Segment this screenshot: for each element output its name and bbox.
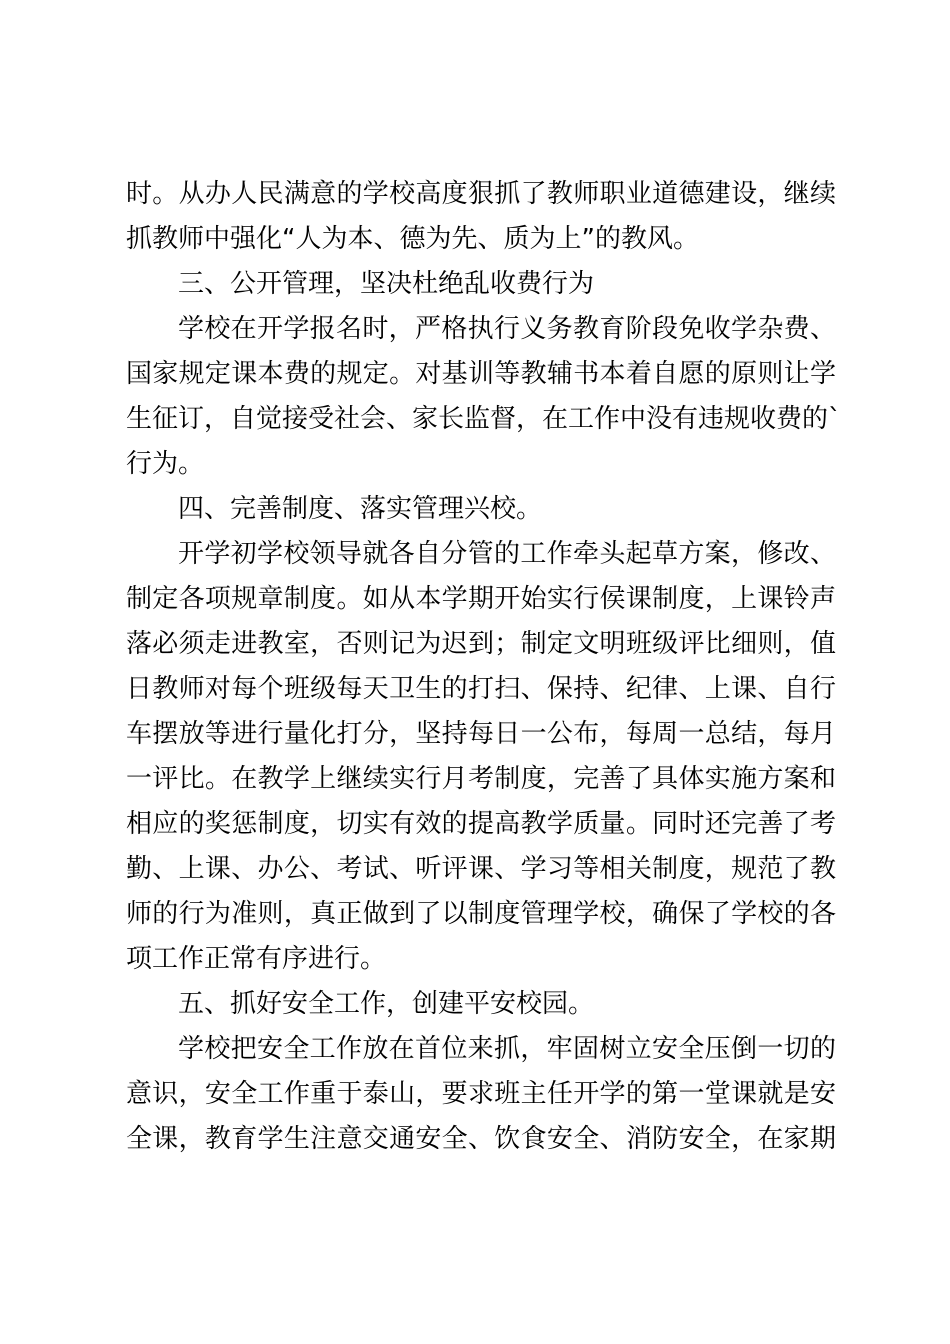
paragraph-line: 学校在开学报名时，严格执行义务教育阶段免收学杂费、 bbox=[178, 314, 836, 344]
paragraph-line: 师的行为准则，真正做到了以制度管理学校，确保了学校的各 bbox=[126, 899, 836, 929]
paragraph-line: 落必须走进教室，否则记为迟到；制定文明班级评比细则，值 bbox=[126, 629, 836, 659]
paragraph-line: 制定各项规章制度。如从本学期开始实行侯课制度，上课铃声 bbox=[126, 584, 836, 614]
section-heading: 五、抓好安全工作，创建平安校园。 bbox=[178, 989, 595, 1019]
paragraph-line: 日教师对每个班级每天卫生的打扫、保持、纪律、上课、自行 bbox=[126, 674, 836, 704]
section-heading: 三、公开管理，坚决杜绝乱收费行为 bbox=[178, 269, 595, 299]
paragraph-line: 一评比。在教学上继续实行月考制度，完善了具体实施方案和 bbox=[126, 764, 836, 794]
paragraph-line: 时。从办人民满意的学校高度狠抓了教师职业道德建设，继续 bbox=[126, 179, 836, 209]
paragraph-line: 学校把安全工作放在首位来抓，牢固树立安全压倒一切的 bbox=[178, 1034, 836, 1064]
paragraph-line: 行为。 bbox=[126, 449, 205, 479]
paragraph-line: 国家规定课本费的规定。对基训等教辅书本着自愿的原则让学 bbox=[126, 359, 836, 389]
paragraph-line: 意识，安全工作重于泰山，要求班主任开学的第一堂课就是安 bbox=[126, 1079, 836, 1109]
document-body bbox=[126, 172, 842, 1162]
paragraph-line: 全课，教育学生注意交通安全、饮食安全、消防安全，在家期 bbox=[126, 1124, 836, 1154]
paragraph-line: 勤、上课、办公、考试、听评课、学习等相关制度，规范了教 bbox=[126, 854, 836, 884]
paragraph-line: 相应的奖惩制度，切实有效的提高教学质量。同时还完善了考 bbox=[126, 809, 836, 839]
section-heading: 四、完善制度、落实管理兴校。 bbox=[178, 494, 543, 524]
paragraph-line: 车摆放等进行量化打分，坚持每日一公布，每周一总结，每月 bbox=[126, 719, 836, 749]
paragraph-line: 抓教师中强化“人为本、德为先、质为上”的教风。 bbox=[126, 224, 699, 254]
paragraph-line: 项工作正常有序进行。 bbox=[126, 944, 387, 974]
paragraph-line: 生征订，自觉接受社会、家长监督，在工作中没有违规收费的` bbox=[126, 404, 842, 434]
paragraph-line: 开学初学校领导就各自分管的工作牵头起草方案，修改、 bbox=[178, 539, 836, 569]
